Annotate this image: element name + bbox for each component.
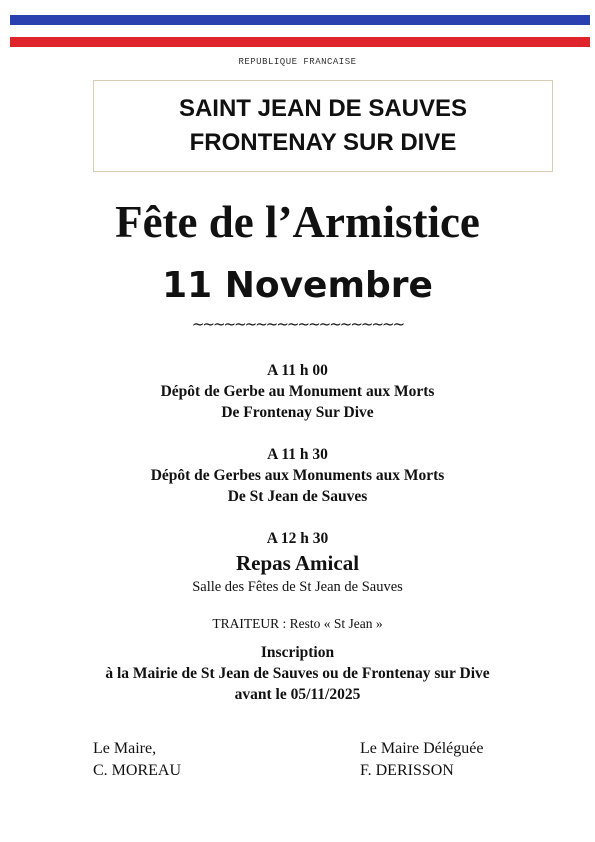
event-description: Dépôt de Gerbes aux Monuments aux Morts <box>150 467 445 484</box>
signature-role: Le Maire, <box>93 740 157 757</box>
signature-left <box>93 738 181 782</box>
page-title: Fête de l’Armistice <box>115 197 480 247</box>
event-headline: Repas Amical <box>235 551 360 575</box>
inscription-location: à la Mairie de St Jean de Sauves ou de Frontenay sur Dive <box>105 665 490 682</box>
inscription-block <box>0 642 595 705</box>
event-time: A 11 h 00 <box>267 362 328 379</box>
signature-name: F. DERISSON <box>360 762 454 779</box>
event-time: A 12 h 30 <box>266 530 329 547</box>
signature-name: C. MOREAU <box>93 762 182 779</box>
commune-name: SAINT JEAN DE SAUVES <box>178 95 468 122</box>
event-block <box>0 360 595 423</box>
traiteur-line: TRAITEUR : Resto « St Jean » <box>212 616 383 631</box>
event-location: Salle des Fêtes de St Jean de Sauves <box>192 579 403 595</box>
commune-name: FRONTENAY SUR DIVE <box>189 129 457 156</box>
decorative-separator: ~~~~~~~~~~~~~~~~~~~~ <box>191 315 404 333</box>
traiteur-info <box>0 614 595 634</box>
inscription-deadline: avant le 05/11/2025 <box>234 686 361 703</box>
commune-box <box>93 80 553 172</box>
flag-stripe-red <box>10 37 590 47</box>
event-date: 11 Novembre <box>162 265 433 306</box>
event-description: Dépôt de Gerbe au Monument aux Morts <box>160 383 435 400</box>
event-block <box>0 444 595 507</box>
signature-role: Le Maire Déléguée <box>360 740 484 757</box>
signature-right <box>360 738 483 782</box>
republique-label: REPUBLIQUE FRANCAISE <box>238 57 357 67</box>
event-time: A 11 h 30 <box>267 446 328 463</box>
event-location: De Frontenay Sur Dive <box>221 404 374 421</box>
flag-stripe-blue <box>10 15 590 25</box>
event-block <box>0 528 595 597</box>
event-location: De St Jean de Sauves <box>227 488 368 505</box>
inscription-heading: Inscription <box>260 644 335 661</box>
